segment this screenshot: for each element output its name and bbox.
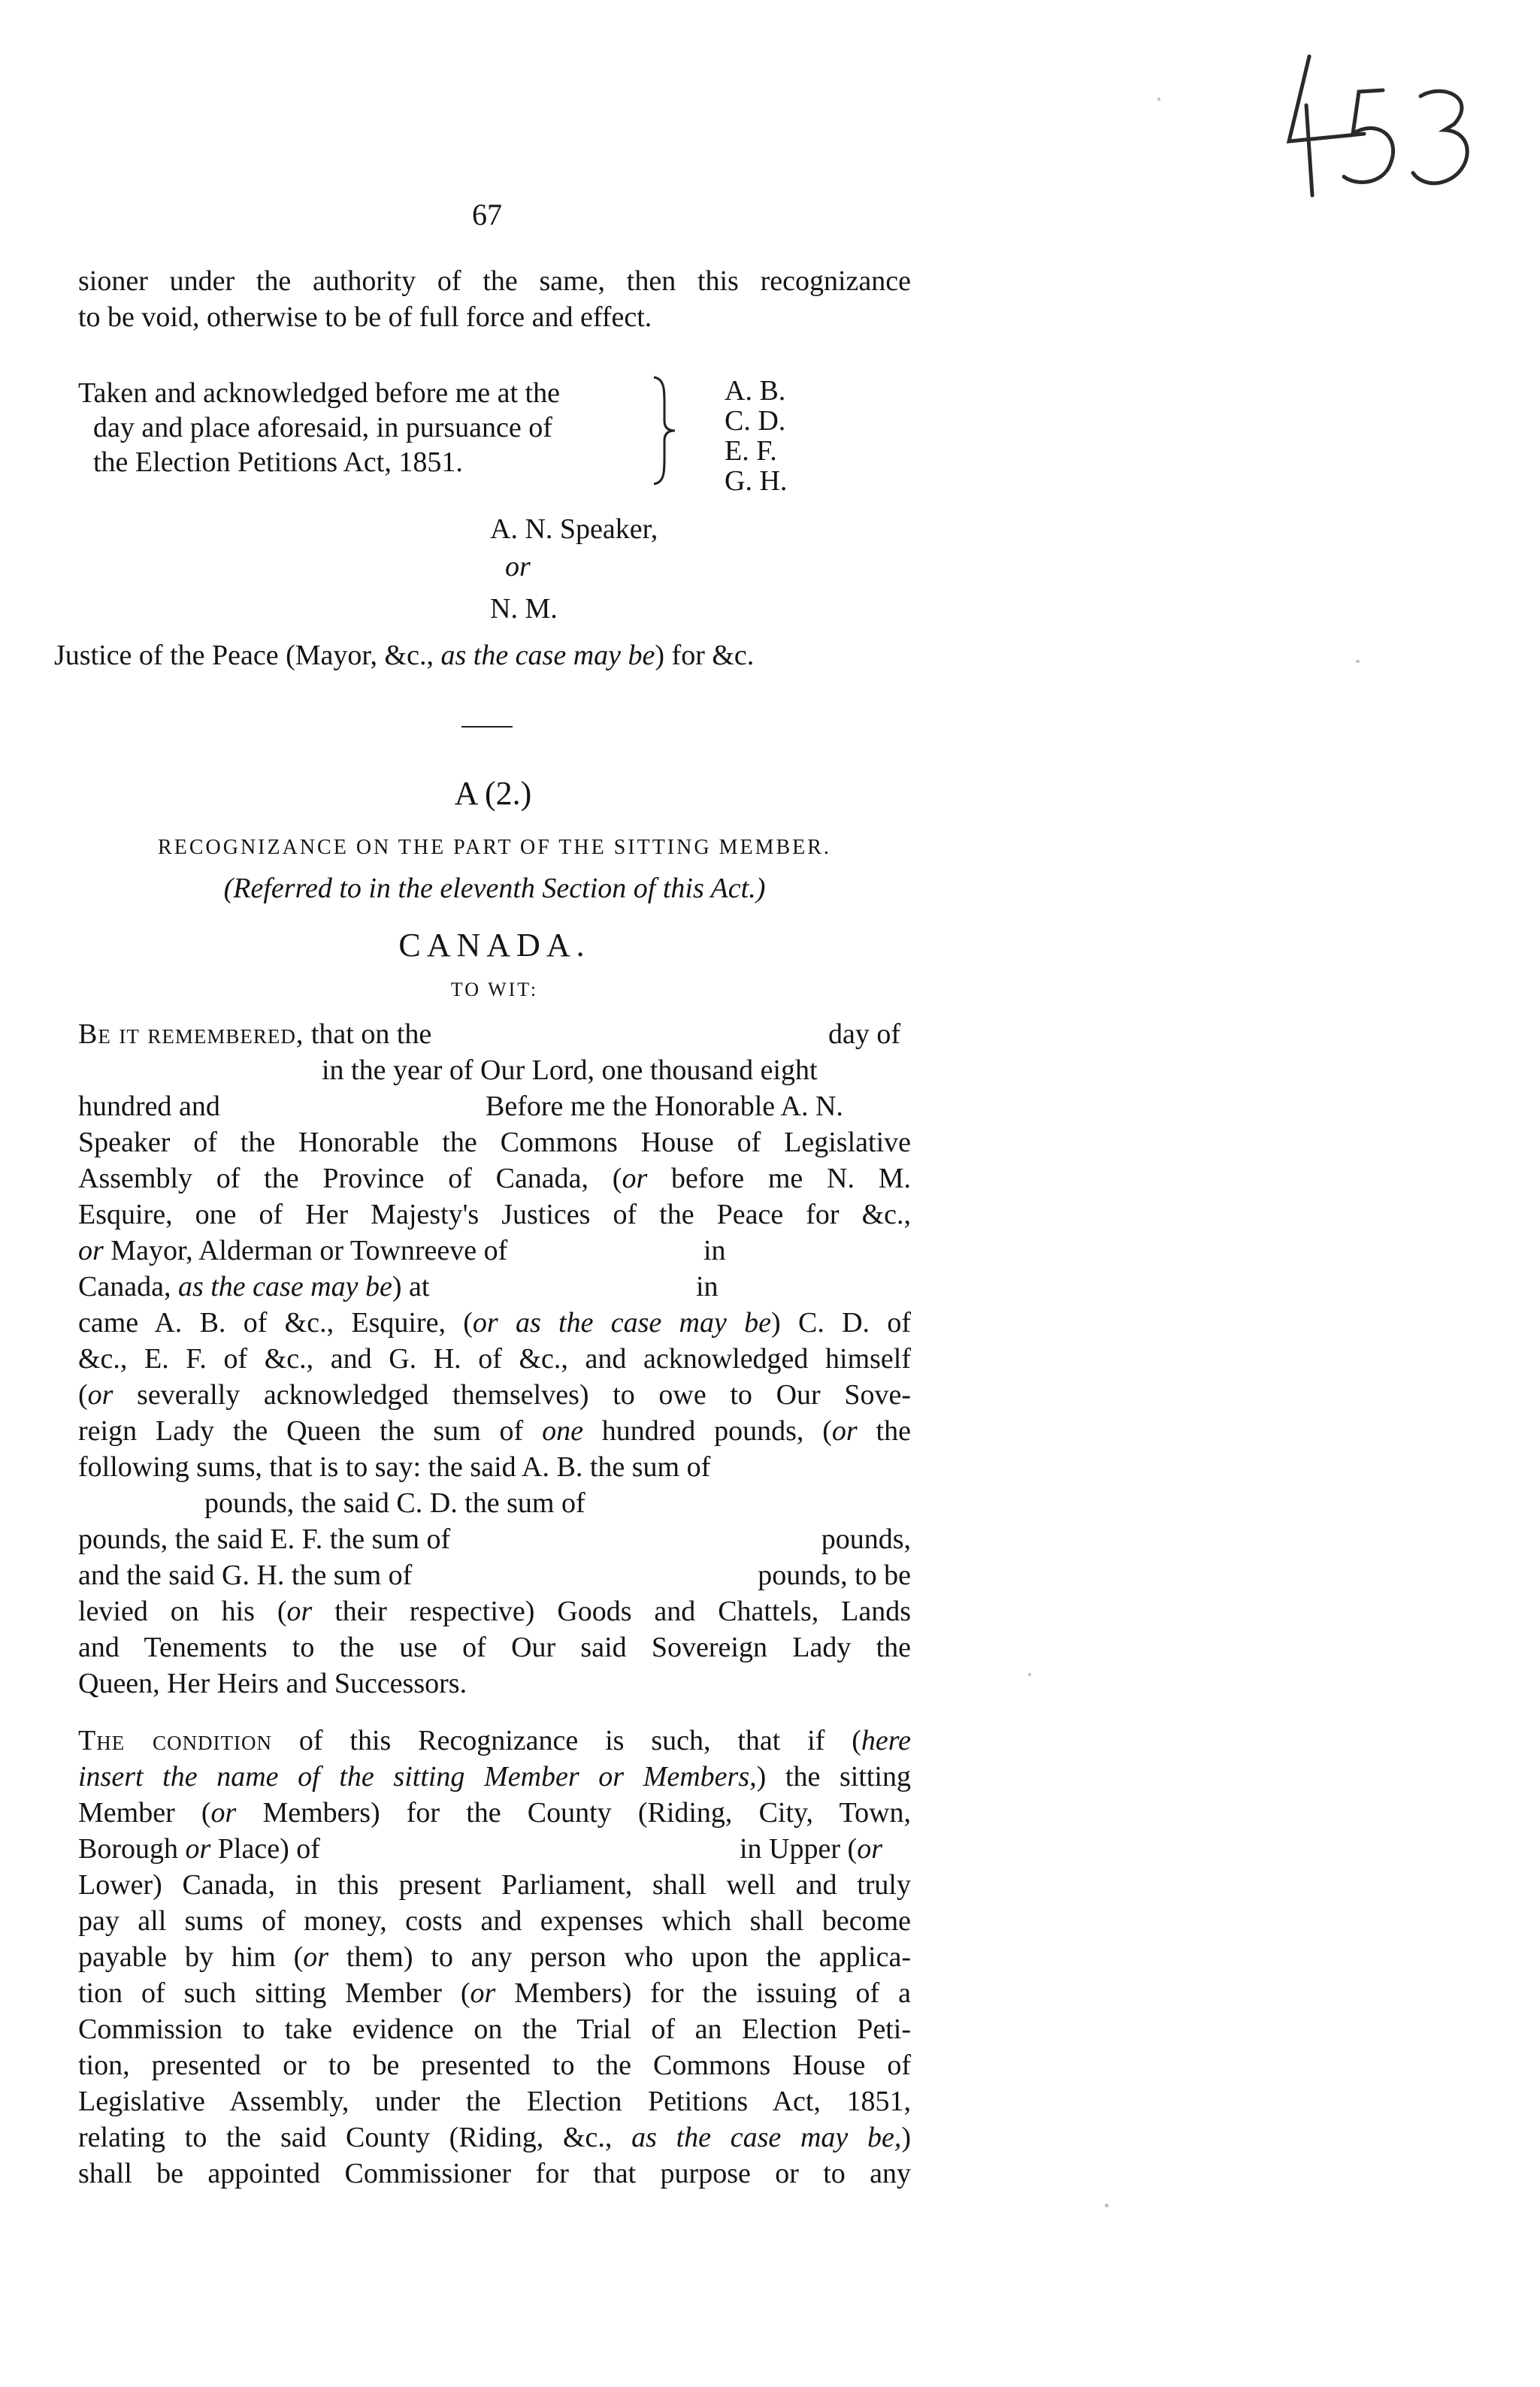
body-line-4: Speaker of the Honorable the Commons House of Legislative — [78, 1127, 911, 1158]
body-line-18: and Tenements to the use of Our said Sovereign Lady the — [78, 1632, 911, 1663]
handwritten-folio-number — [1263, 53, 1488, 203]
signature-or: or — [505, 551, 531, 582]
condition-line-5: Lower) Canada, in this present Parliament, shall well and truly — [78, 1869, 911, 1901]
body-line-9: came A. B. of &c., Esquire, (or as the case may be) C. D. of — [78, 1307, 911, 1339]
paper-speck — [1157, 98, 1160, 101]
body-line-11: (or severally acknowledged themselves) to owe to Our Sove- — [78, 1379, 911, 1411]
body-line-17: levied on his (or their respective) Goods and Chattels, Lands — [78, 1596, 911, 1627]
section-reference: (Referred to in the eleventh Section of this Act.) — [223, 873, 766, 904]
body-line-3: hundred and Before me the Honorable A. N. — [78, 1091, 843, 1122]
surety-ab: A. B. — [725, 375, 786, 407]
condition-line-3: Member (or Members) for the County (Riding, City, Town, — [78, 1797, 912, 1829]
body-line-19: Queen, Her Heirs and Successors. — [78, 1668, 467, 1699]
acknowledgment-line-1: Taken and acknowledged before me at the — [78, 377, 560, 409]
condition-line-7: payable by him (or them) to any person who upon the applica- — [78, 1941, 911, 1973]
body-line-1: Be it remembered, that on the day of — [78, 1018, 901, 1050]
paper-speck — [1105, 2204, 1109, 2207]
body-line-12: reign Lady the Queen the sum of one hundred pounds, (or the — [78, 1415, 911, 1447]
right-brace — [651, 374, 681, 487]
condition-line-8: tion of such sitting Member (or Members) for the issuing of a — [78, 1977, 911, 2009]
section-subtitle: RECOGNIZANCE ON THE PART OF THE SITTING MEMBER. — [158, 836, 831, 859]
condition-line-10: tion, presented or to be presented to the Commons House of — [78, 2050, 911, 2081]
acknowledgment-line-3: the Election Petitions Act, 1851. — [93, 446, 463, 478]
paper-speck — [1028, 1673, 1031, 1676]
body-line-5: Assembly of the Province of Canada, (or before me N. M. — [78, 1163, 911, 1194]
section-heading: A (2.) — [454, 775, 532, 812]
paper-speck — [1356, 660, 1360, 663]
speaker-signature: A. N. Speaker, — [490, 513, 658, 545]
place-heading: CANADA. — [398, 927, 591, 964]
body-line-14: pounds, the said C. D. the sum of — [204, 1487, 585, 1519]
to-wit: TO WIT: — [450, 979, 539, 1000]
condition-line-4: Borough or Place) of in Upper (or — [78, 1833, 882, 1865]
condition-line-9: Commission to take evidence on the Trial of an Election Peti- — [78, 2013, 911, 2045]
body-line-2: in the year of Our Lord, one thousand eight — [322, 1054, 818, 1086]
justice-line: Justice of the Peace (Mayor, &c., as the case may be) for &c. — [54, 640, 755, 671]
condition-line-2: insert the name of the sitting Member or Members,) the sitting — [78, 1761, 911, 1793]
opening-line-2: to be void, otherwise to be of full force and effect. — [78, 301, 652, 333]
condition-line-6: pay all sums of money, costs and expenses which shall become — [78, 1905, 911, 1937]
justice-signature: N. M. — [490, 593, 558, 625]
condition-line-11: Legislative Assembly, under the Election Petitions Act, 1851, — [78, 2086, 911, 2117]
acknowledgment-line-2: day and place aforesaid, in pursuance of — [93, 412, 552, 443]
condition-line-13: shall be appointed Commissioner for that purpose or to any — [78, 2158, 911, 2189]
condition-line-1: The condition of this Recognizance is such, that if (here — [78, 1725, 911, 1756]
condition-line-12: relating to the said County (Riding, &c., as the case may be,) — [78, 2122, 911, 2153]
body-line-10: &c., E. F. of &c., and G. H. of &c., and acknowledged himself — [78, 1343, 911, 1375]
body-line-15: pounds, the said E. F. the sum of pounds, — [78, 1523, 911, 1555]
surety-ef: E. F. — [725, 435, 777, 467]
body-line-13: following sums, that is to say: the said A. B. the sum of — [78, 1451, 711, 1483]
body-line-8: Canada, as the case may be) at in — [78, 1271, 719, 1302]
opening-line-1: sioner under the authority of the same, then this recognizance — [78, 265, 911, 297]
surety-cd: C. D. — [725, 405, 786, 437]
body-line-7: or Mayor, Alderman or Townreeve of in — [78, 1235, 726, 1266]
body-line-16: and the said G. H. the sum of pounds, to be — [78, 1560, 911, 1591]
surety-gh: G. H. — [725, 465, 788, 497]
section-divider — [461, 726, 513, 728]
page-number: 67 — [472, 198, 502, 231]
body-line-6: Esquire, one of Her Majesty's Justices of the Peace for &c., — [78, 1199, 911, 1230]
